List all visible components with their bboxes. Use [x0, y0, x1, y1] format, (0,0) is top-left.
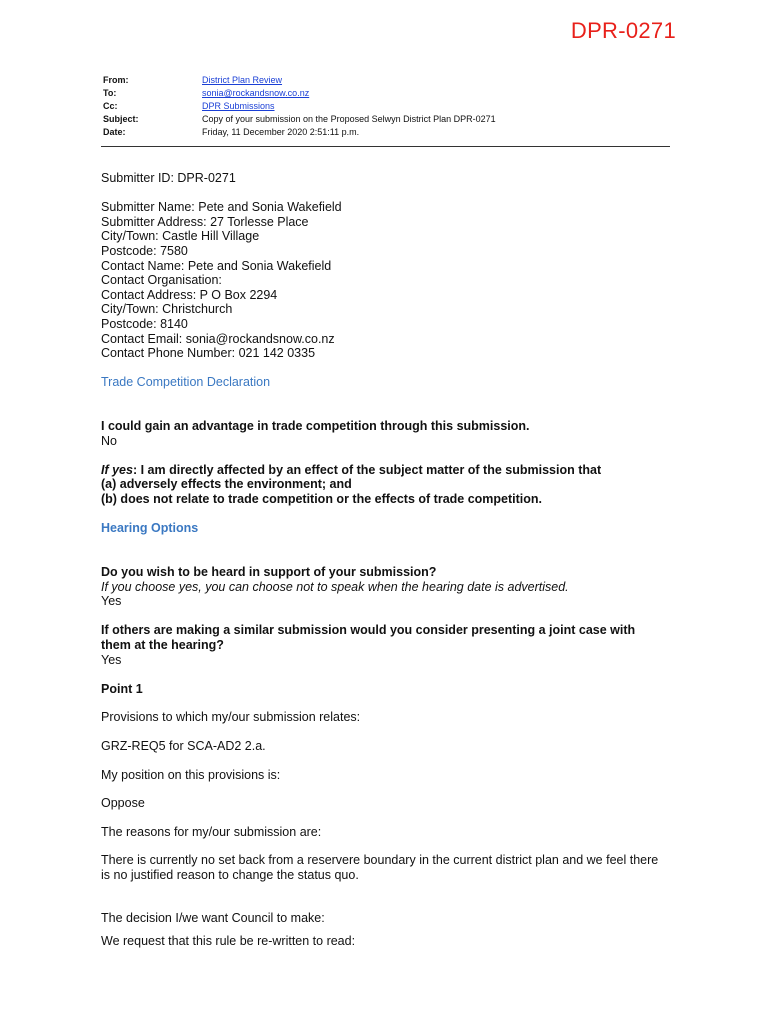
header-subject-row — [103, 113, 496, 126]
submitter-city: City/Town: Castle Hill Village — [101, 229, 260, 244]
submission-body — [101, 171, 701, 948]
position-label: My position on this provisions is: — [101, 767, 281, 782]
trade-competition-heading: Trade Competition Declaration — [101, 375, 271, 390]
hearing-options-heading: Hearing Options — [101, 521, 199, 536]
point-1-heading: Point 1 — [101, 681, 143, 696]
provisions-label: Provisions to which my/our submission relates: — [101, 710, 361, 725]
reasons-label: The reasons for my/our submission are: — [101, 824, 322, 839]
to-label: To: — [103, 88, 117, 98]
decision-label: The decision I/we want Council to make: — [101, 911, 325, 926]
header-to-row — [103, 87, 496, 100]
trade-question: I could gain an advantage in trade competition through this submission. — [101, 419, 530, 434]
provisions-value: GRZ-REQ5 for SCA-AD2 2.a. — [101, 738, 266, 753]
cc-link[interactable]: DPR Submissions — [202, 101, 275, 111]
from-label: From: — [103, 75, 129, 85]
hearing-question-1-answer: Yes — [101, 594, 122, 609]
submitter-postcode: Postcode: 7580 — [101, 243, 188, 258]
hearing-question-1: Do you wish to be heard in support of your submission? — [101, 565, 437, 580]
email-header — [103, 74, 496, 139]
date-label: Date: — [103, 127, 126, 137]
subject-label: Subject: — [103, 114, 139, 124]
contact-phone: Contact Phone Number: 021 142 0335 — [101, 346, 316, 361]
position-value: Oppose — [101, 796, 145, 811]
submitter-name: Submitter Name: Pete and Sonia Wakefield — [101, 200, 342, 215]
submitter-address: Submitter Address: 27 Torlesse Place — [101, 214, 309, 229]
header-cc-row — [103, 100, 496, 113]
document-id-stamp: DPR-0271 — [570, 18, 676, 43]
to-link[interactable]: sonia@rockandsnow.co.nz — [202, 88, 310, 98]
reasons-line-2: is no justified reason to change the status quo. — [101, 867, 359, 882]
contact-organisation: Contact Organisation: — [101, 273, 222, 288]
hearing-question-2-answer: Yes — [101, 652, 122, 667]
trade-if-yes — [101, 463, 701, 478]
header-date-row — [103, 126, 496, 139]
date-value: Friday, 11 December 2020 2:51:11 p.m. — [202, 127, 360, 137]
from-link[interactable]: District Plan Review — [202, 75, 283, 85]
reasons-line-1: There is currently no set back from a reservere boundary in the current district plan and we feel there — [101, 853, 659, 868]
contact-address: Contact Address: P O Box 2294 — [101, 287, 278, 302]
header-from-row — [103, 74, 496, 87]
hearing-question-2-line2: them at the hearing? — [101, 638, 224, 652]
contact-name: Contact Name: Pete and Sonia Wakefield — [101, 258, 332, 273]
subject-value: Copy of your submission on the Proposed Selwyn District Plan DPR-0271 — [202, 114, 496, 124]
contact-city: City/Town: Christchurch — [101, 302, 233, 317]
decision-value: We request that this rule be re-written to read: — [101, 933, 356, 948]
contact-postcode: Postcode: 8140 — [101, 316, 188, 331]
header-divider — [101, 146, 670, 147]
hearing-question-2-line1: If others are making a similar submission would you consider presenting a joint case with — [101, 623, 636, 638]
contact-email: Contact Email: sonia@rockandsnow.co.nz — [101, 331, 335, 346]
trade-answer: No — [101, 433, 117, 448]
if-yes-prefix: If yes — [101, 462, 133, 477]
if-yes-text: : I am directly affected by an effect of the subject matter of the submission that — [132, 462, 602, 477]
trade-item-b: (b) does not relate to trade competition or the effects of trade competition. — [101, 492, 543, 507]
hearing-question-1-note: If you choose yes, you can choose not to speak when the hearing date is advertised. — [101, 579, 569, 594]
trade-item-a: (a) adversely effects the environment; and — [101, 477, 352, 492]
submitter-id: Submitter ID: DPR-0271 — [101, 171, 236, 185]
cc-label: Cc: — [103, 101, 118, 111]
